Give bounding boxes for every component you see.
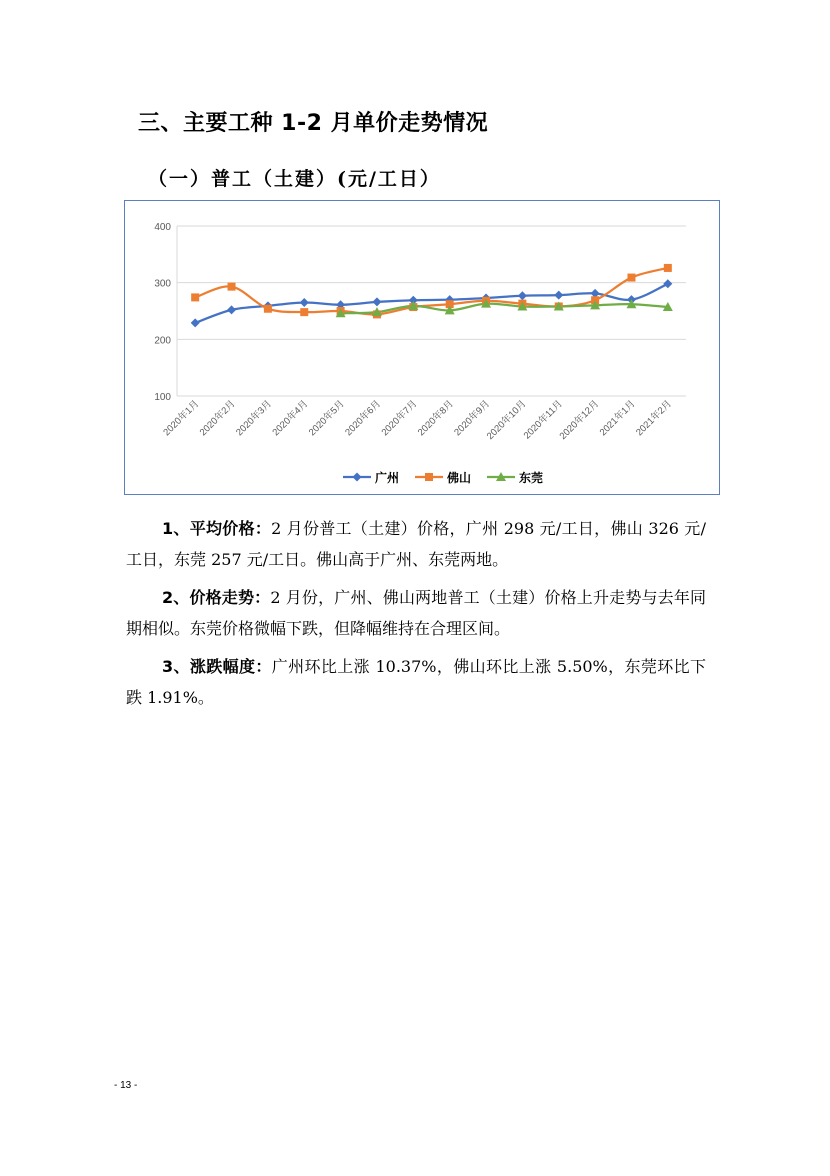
x-tick-label: 2020年11月 [521,398,565,442]
x-tick-label: 2020年7月 [379,398,420,439]
page-number: - 13 - [114,1080,138,1091]
paragraph-body: 2 月份，广州、佛山两地普工（土建）价格上升走势与去年同期相似。东莞价格微幅下跌，但降幅维持在合理区间。 [126,588,706,638]
paragraph-price-trend [126,582,706,644]
line-chart [124,200,720,495]
paragraph-body: 广州环比上涨 10.37%，佛山环比上涨 5.50%，东莞环比下跌 1.91%。 [126,657,707,707]
analysis-text [126,513,706,720]
series-0-point [663,279,672,288]
y-tick-label: 200 [154,335,171,347]
series-0-point [191,318,200,327]
x-tick-label: 2020年10月 [484,398,529,442]
legend-label: 广州 [375,471,400,485]
x-tick-label: 2020年9月 [452,398,493,439]
legend-label: 佛山 [447,471,472,485]
chart-canvas [125,201,721,496]
series-0-point [227,305,236,314]
legend-swatch-marker [425,473,433,481]
series-1-point [264,305,272,313]
series-1-point [300,308,308,316]
paragraph-average-price [126,513,706,575]
x-tick-label: 2021年1月 [597,398,638,439]
x-tick-label: 2021年2月 [634,398,674,439]
x-tick-label: 2020年5月 [306,398,347,439]
series-0-point [300,298,309,307]
y-tick-label: 300 [154,278,171,290]
x-tick-label: 2020年8月 [415,398,456,439]
paragraph-label: 1、平均价格： [162,519,272,538]
paragraph-label: 3、涨跌幅度： [162,657,272,676]
series-1-point [191,293,199,301]
x-tick-label: 2020年12月 [557,398,602,442]
x-tick-label: 2020年2月 [197,398,238,439]
series-0-point [372,297,381,306]
y-tick-label: 400 [154,222,171,233]
x-tick-label: 2020年1月 [161,398,202,439]
legend-swatch-marker [353,473,362,482]
subsection-title: （一）普工（土建）(元/工日） [148,168,441,190]
series-0-point [554,291,563,300]
series-1-point [228,283,236,291]
x-tick-label: 2020年6月 [343,398,384,439]
y-tick-label: 100 [154,392,171,403]
section-title: 三、主要工种 1-2 月单价走势情况 [138,111,489,136]
series-0-point [518,291,527,300]
series-1-point [664,264,672,272]
series-1-point [627,274,635,282]
paragraph-body: 2 月份普工（土建）价格，广州 298 元/工日，佛山 326 元/工日，东莞 257 元/工日。佛山高于广州、东莞两地。 [126,519,706,569]
paragraph-label: 2、价格走势： [162,588,271,607]
x-tick-label: 2020年4月 [270,398,311,439]
legend-label: 东莞 [519,471,544,485]
x-tick-label: 2020年3月 [234,398,275,439]
paragraph-change-range [126,651,706,713]
